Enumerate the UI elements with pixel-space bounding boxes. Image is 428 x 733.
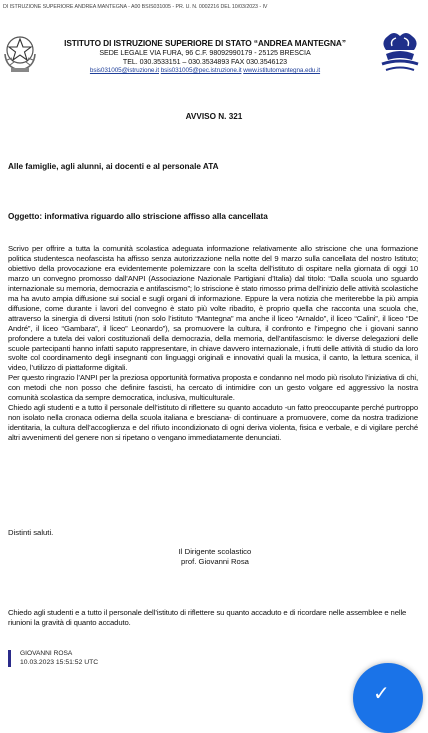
chef-hat-logo-icon xyxy=(376,28,424,82)
recipients: Alle famiglie, agli alunni, ai docenti e al personale ATA xyxy=(8,162,219,171)
school-phones: TEL. 030.3533151 – 030.3534893 FAX 030.3546123 xyxy=(122,58,288,66)
stamp-signer: GIOVANNI ROSA xyxy=(20,650,73,657)
edit-icon: ✓ xyxy=(373,683,390,705)
subject-line: Oggetto: informativa riguardo allo striscione affisso alla cancellata xyxy=(8,212,268,221)
signature-block xyxy=(120,547,310,567)
digital-signature-stamp xyxy=(6,648,206,670)
email-link[interactable]: bsis031005@istruzione.it xyxy=(89,67,160,74)
letter-body xyxy=(8,244,418,443)
school-address: SEDE LEGALE VIA FURA, 96 C.F. 98092990179 - 25125 BRESCIA xyxy=(99,49,311,57)
body-paragraph: Chiedo agli studenti e a tutto il personale dell’istituto di riflettere su quanto accaduto -un fatto preoccupante perché purtroppo non isolato nella cronaca odierna della scuola italiana e bresciana- di continuare a promuovere, come da nostra tradizione identitaria, la cultura dell’accoglienza e del rifiuto incondizionato di ogni deriva violenta, fisica e verbale, e di vigilare perché altri avvenimenti del genere non si ripetano o vengano immediatamente denunciati. xyxy=(8,403,418,443)
school-contacts xyxy=(46,67,364,74)
footer-note: Chiedo agli studenti e a tutto il personale dell’istituto di riflettere su quanto accaduto e di ricordare nelle assemblee e nelle riunioni la gravità di quanto accaduto. xyxy=(8,608,407,627)
letterhead-text xyxy=(46,38,364,74)
closing-salutation: Distinti saluti. xyxy=(8,528,54,537)
notice-number: AVVISO N. 321 xyxy=(185,112,243,121)
protocol-bar: DI ISTRUZIONE SUPERIORE ANDREA MANTEGNA - A00 BSIS031005 - PR. U. N. 0002216 DEL 10/03/2023 - IV xyxy=(3,4,268,10)
floating-action-button[interactable] xyxy=(353,663,423,733)
signer-name: prof. Giovanni Rosa xyxy=(181,557,249,566)
website-link[interactable]: www.istitutomantegna.edu.it xyxy=(243,67,321,74)
body-paragraph: Scrivo per offrire a tutta la comunità scolastica adeguata informazione relativamente allo striscione che una formazione politica studentesca neofascista ha affisso senza autorizzazione nella notte del 9 marzo sulla cancellata del nostro Istituto; obiettivo della provocazione era evidentemente polemizzare con la scelta dell’istituto di ospitare nella giornata di oggi 10 marzo un convegno promosso dall’ANPI (Associazione Nazionale Partigiani d’Italia) dal titolo: “Dalla scuola uno sguardo internazionale su memoria, democrazia e antifascismo”; lo striscione è stato rimosso prima dell’inizio delle attività scolastiche ma ha avuto ampia diffusione sui social e sugli organi di informazione. Eppure la vera notizia che meriterebbe la più ampia diffusione, come durante i lavori del convegno è stato più volte ribadito, è proprio quella che racconta una scuola che, attraverso la sinergia di diversi Istituti (non solo l’istituto “Mantegna” ma anche il liceo “Arnaldo”, il liceo “Calini”, il liceo “De André”, il liceo “Gambara”, il liceo” Leonardo”), sa promuovere la cultura, il confronto e l’impegno che i giovani sanno profondere a tutela dei valori costituzionali della democrazia, della memoria, dell’antifascismo: le diverse delegazioni delle scuole partecipanti hanno infatti saputo rappresentare, in chiave davvero internazionale, i frutti delle attività di studio da loro svolte col coordinamento degli insegnanti con linguaggi originali e innovativi quali la musica, il canto, la lettura scenica, il video, l’utilizzo di piattaforme digitali. xyxy=(8,244,418,373)
stamp-timestamp: 10.03.2023 15:51:52 UTC xyxy=(20,659,99,666)
school-name: ISTITUTO DI ISTRUZIONE SUPERIORE DI STATO “ANDREA MANTEGNA” xyxy=(64,38,346,48)
body-paragraph: Per questo ringrazio l’ANPI per la preziosa opportunità formativa proposta e condanno nel modo più risoluto l’iniziativa di chi, con metodi che non posso che definire fascisti, ha cercato di intimidire con un gesto volgare ed aggressivo la nostra comunità scolastica da sempre democratica, inclusiva, multiculturale. xyxy=(8,373,418,403)
pec-email-link[interactable]: bsis031005@pec.istruzione.it xyxy=(160,67,242,74)
signature-bar-icon xyxy=(6,650,14,667)
letterhead xyxy=(0,24,428,94)
republic-emblem-icon xyxy=(2,30,38,74)
signer-role: Il Dirigente scolastico xyxy=(178,547,252,556)
